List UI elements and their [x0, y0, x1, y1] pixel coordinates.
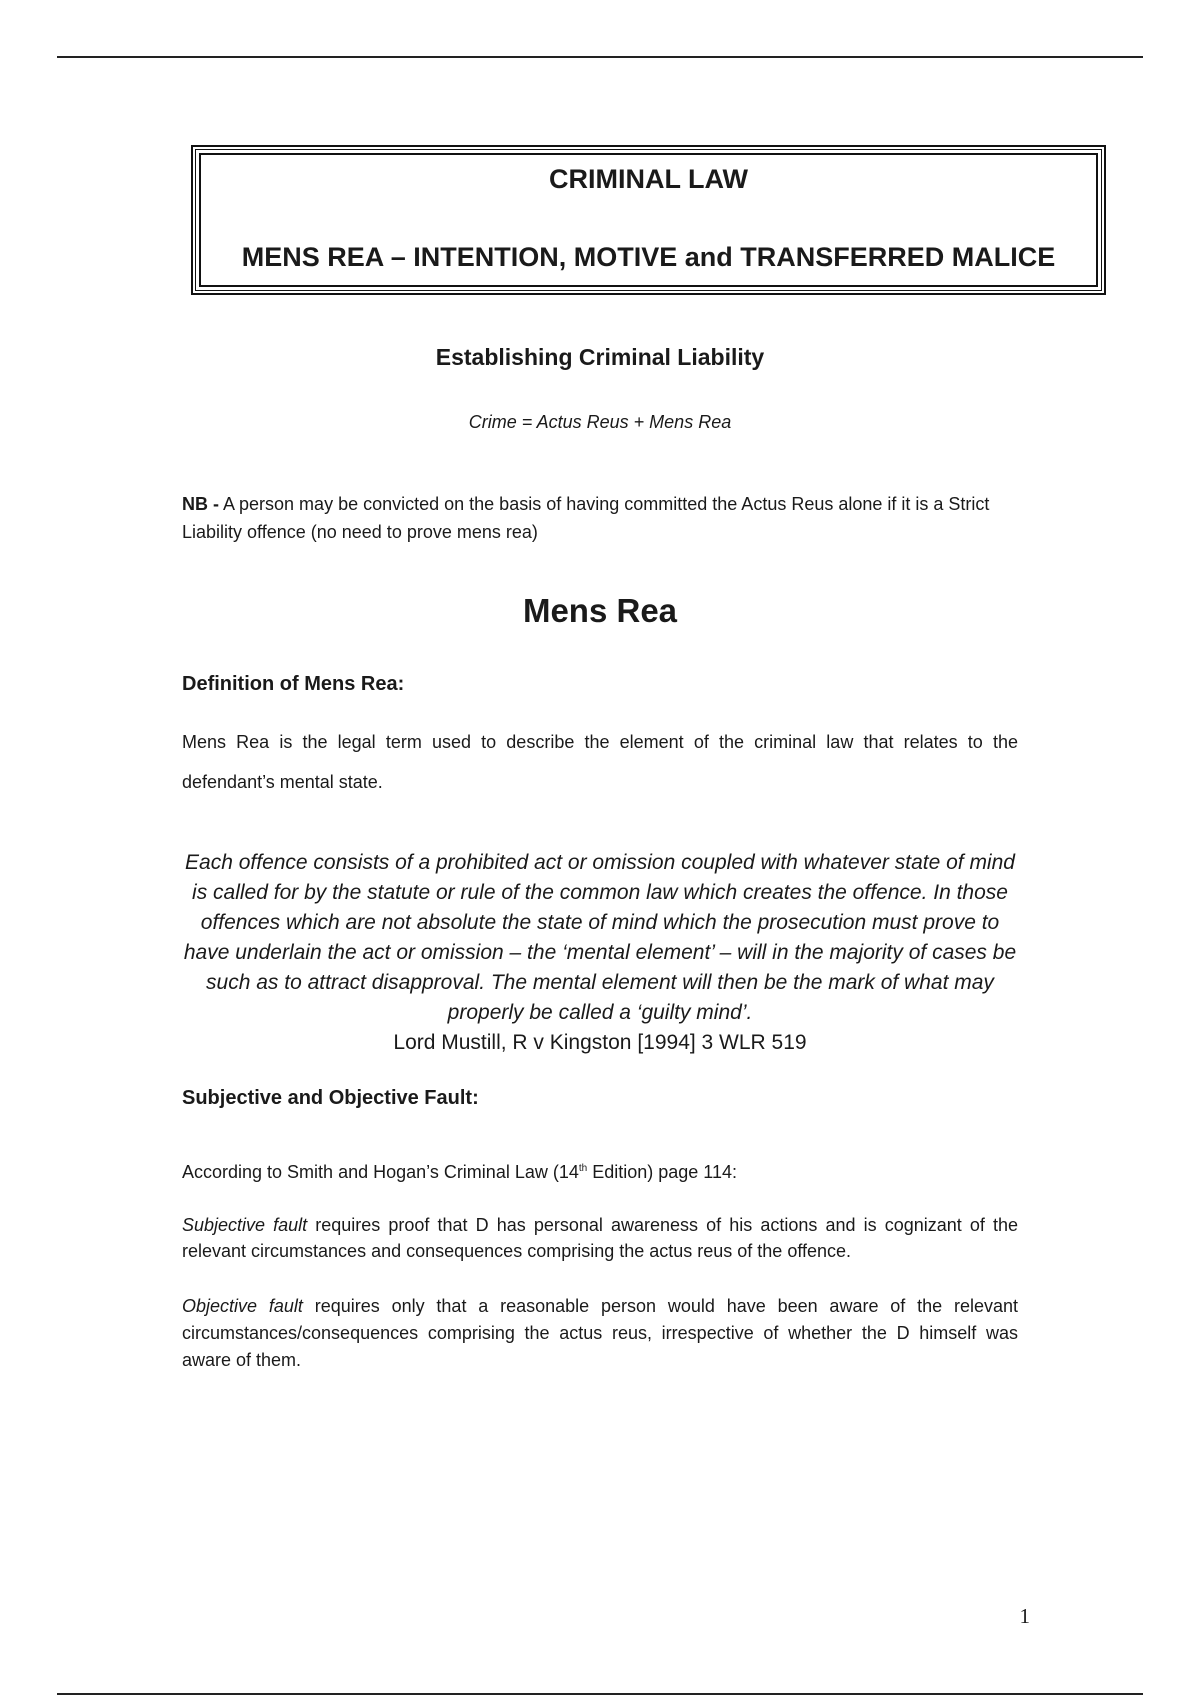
header-rule — [57, 56, 1143, 58]
objective-fault-text: requires only that a reasonable person would have been aware of the relevant circumstances/consequences comprising the actus reus, irrespective of whether the D himself was aware of them. — [182, 1296, 1019, 1370]
nb-paragraph — [182, 490, 1018, 546]
quote-citation: Lord Mustill, R v Kingston [1994] 3 WLR 519 — [393, 1031, 807, 1054]
crime-formula: Crime = Actus Reus + Mens Rea — [468, 412, 732, 432]
document-subtitle: MENS REA – INTENTION, MOTIVE and TRANSFERRED MALICE — [241, 242, 1056, 272]
definition-text: Mens Rea is the legal term used to describe the element of the criminal law that relates to the defendant’s mental state. — [182, 732, 1018, 792]
according-paragraph — [182, 1158, 1018, 1186]
definition-heading: Definition of Mens Rea: — [182, 673, 405, 695]
according-text-post: Edition) page 114: — [587, 1162, 737, 1182]
objective-fault-term: Objective fault — [182, 1296, 303, 1316]
establishing-heading: Establishing Criminal Liability — [435, 344, 765, 370]
nb-label: NB - — [182, 494, 219, 514]
mens-rea-heading: Mens Rea — [522, 592, 678, 629]
according-text-pre: According to Smith and Hogan’s Criminal Law (14 — [182, 1162, 579, 1182]
objective-fault-paragraph — [182, 1293, 1018, 1374]
title-box — [192, 146, 1105, 294]
subjective-fault-text: requires proof that D has personal awareness of his actions and is cognizant of the relevant circumstances and consequences comprising the actus reus of the offence. — [182, 1215, 1018, 1261]
edition-superscript: th — [578, 1163, 588, 1174]
footer-rule — [57, 1693, 1143, 1695]
nb-text: A person may be convicted on the basis of having committed the Actus Reus alone if it is a Strict Liability offence (no need to prove mens rea) — [182, 494, 990, 542]
document-title: CRIMINAL LAW — [549, 164, 748, 194]
kingston-quote — [182, 848, 1018, 1058]
subjective-fault-term: Subjective fault — [182, 1215, 308, 1235]
page-number: 1 — [1019, 1604, 1030, 1628]
quote-text: Each offence consists of a prohibited act or omission coupled with whatever state of mind is called for by the statute or rule of the common law which creates the offence. In those offences which are not absolute the state of mind which the prosecution must prove to have underlain the act or omission – the ‘mental element’ – will in the majority of cases be such as to attract disapproval. The mental element will then be the mark of what may properly be called a ‘guilty mind’. — [183, 851, 1017, 1024]
fault-heading: Subjective and Objective Fault: — [182, 1087, 479, 1109]
subjective-fault-paragraph — [182, 1212, 1018, 1264]
